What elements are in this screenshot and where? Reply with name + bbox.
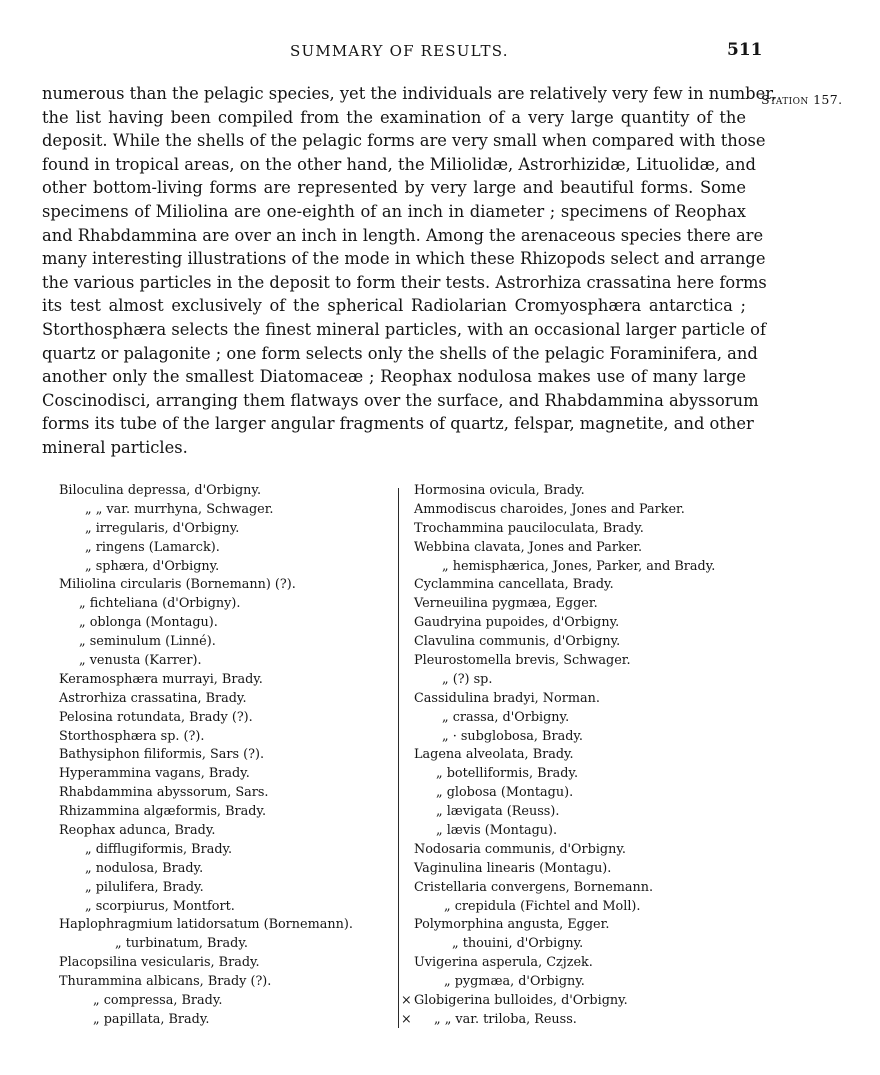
species-entry: „ pilulifera, Brady. [85, 879, 204, 895]
paragraph-line: Storthosphæra selects the finest mineral particles, with an occasional larger particle of [42, 319, 766, 339]
species-entry: „ · subglobosa, Brady. [442, 728, 583, 744]
species-entry: „ crassa, d'Orbigny. [442, 709, 570, 725]
page-header [0, 42, 880, 62]
species-entry: „ seminulum (Linné). [79, 634, 216, 650]
species-entry: „ hemisphærica, Jones, Parker, and Brady. [442, 558, 716, 574]
paragraph-line: Coscinodisci, arranging them flatways over the surface, and Rhabdammina abyssorum [42, 390, 759, 410]
species-entry: Hyperammina vagans, Brady. [59, 766, 250, 782]
species-entry: „ thouini, d'Orbigny. [452, 936, 584, 952]
paragraph-line: the list having been compiled from the examination of a very large quantity of the [42, 107, 746, 127]
paragraph-line: deposit. While the shells of the pelagic forms are very small when compared with those [42, 131, 766, 151]
species-entry: „ papillata, Brady. [93, 1011, 210, 1027]
page-number: 511 [727, 40, 763, 60]
species-entry: Pleurostomella brevis, Schwager. [414, 653, 631, 669]
species-entry: Webbina clavata, Jones and Parker. [414, 539, 643, 555]
species-entry: Verneuilina pygmæa, Egger. [414, 596, 598, 612]
species-entry: Cassidulina bradyi, Norman. [414, 690, 600, 706]
paragraph-line: forms its tube of the larger angular fragments of quartz, felspar, magnetite, and other [42, 414, 754, 434]
species-entry: „ lævis (Montagu). [436, 823, 558, 839]
species-entry: „ pygmæa, d'Orbigny. [444, 974, 585, 990]
species-entry: „ turbinatum, Brady. [115, 936, 248, 952]
species-entry: Reophax adunca, Brady. [59, 823, 216, 839]
species-entry: Gaudryina pupoides, d'Orbigny. [414, 615, 620, 631]
station-margin-note: Station 157. [761, 92, 843, 107]
paragraph-line: numerous than the pelagic species, yet the individuals are relatively very few in number, [42, 84, 777, 103]
summary-paragraph [42, 82, 777, 460]
species-entry: Storthosphæra sp. (?). [59, 728, 205, 744]
species-entry: „ sphæra, d'Orbigny. [85, 558, 220, 574]
species-entry: Keramosphæra murrayi, Brady. [59, 671, 263, 687]
species-entry: Ammodiscus charoides, Jones and Parker. [414, 501, 685, 517]
paragraph-line: quartz or palagonite ; one form selects only the shells of the pelagic Foraminifera, and [42, 343, 758, 363]
species-entry: Hormosina ovicula, Brady. [414, 483, 585, 498]
species-entry: Biloculina depressa, d'Orbigny. [59, 483, 262, 498]
species-entry: Miliolina circularis (Bornemann) (?). [59, 577, 296, 593]
paragraph-line: and Rhabdammina are over an inch in length. Among the arenaceous species there are [42, 225, 764, 245]
column-divider [398, 488, 399, 1028]
species-entry: Trochammina pauciloculata, Brady. [414, 520, 644, 536]
species-entry: „ venusta (Karrer). [79, 653, 202, 669]
species-entry: „ ringens (Lamarck). [85, 539, 220, 555]
species-entry: Astrorhiza crassatina, Brady. [59, 690, 247, 706]
species-entry: „ irregularis, d'Orbigny. [85, 520, 240, 536]
species-entry: Bathysiphon filiformis, Sars (?). [59, 747, 265, 763]
species-entry: „ crepidula (Fichtel and Moll). [444, 898, 641, 914]
paragraph-line: another only the smallest Diatomaceæ ; Reophax nodulosa makes use of many large [42, 367, 746, 387]
paragraph-line: mineral particles. [42, 437, 188, 457]
species-entry: „ oblonga (Montagu). [79, 615, 218, 631]
paragraph-line: other bottom-living forms are represented by very large and beautiful forms. Some [42, 178, 746, 198]
paragraph-line: found in tropical areas, on the other hand, the Miliolidæ, Astrorhizidæ, Lituolidæ, and [42, 154, 756, 174]
species-entry: Nodosaria communis, d'Orbigny. [414, 841, 626, 857]
species-entry: „ nodulosa, Brady. [85, 860, 204, 876]
species-entry: Rhabdammina abyssorum, Sars. [59, 785, 269, 801]
species-entry-text: „ „ var. triloba, Reuss. [434, 1011, 577, 1027]
species-entry: Vaginulina linearis (Montagu). [414, 860, 612, 876]
species-entry: Cristellaria convergens, Bornemann. [414, 879, 654, 895]
species-entry: „ compressa, Brady. [93, 993, 223, 1009]
paragraph-line: specimens of Miliolina are one-eighth of an inch in diameter ; specimens of Reophax [42, 201, 746, 221]
species-entry: „ „ var. murrhyna, Schwager. [85, 501, 274, 517]
species-entry: „ globosa (Montagu). [436, 785, 574, 801]
species-entry-pelagic [401, 1011, 715, 1030]
species-entry: „ lævigata (Reuss). [436, 804, 560, 820]
paragraph-line: many interesting illustrations of the mode in which these Rhizopods select and arrange [42, 249, 766, 269]
species-entry: Haplophragmium latidorsatum (Bornemann). [59, 917, 353, 933]
species-entry: Polymorphina angusta, Egger. [414, 917, 610, 933]
species-entry-pelagic [401, 992, 715, 1011]
species-entry: „ difflugiformis, Brady. [85, 841, 233, 857]
species-entry: Rhizammina algæformis, Brady. [59, 804, 267, 820]
species-entry: Cyclammina cancellata, Brady. [414, 577, 614, 593]
pelagic-cross-mark: × [401, 1011, 412, 1027]
species-entry: Clavulina communis, d'Orbigny. [414, 634, 621, 650]
species-entry: Lagena alveolata, Brady. [414, 747, 574, 763]
species-entry: „ scorpiurus, Montfort. [85, 898, 235, 914]
species-list-left [59, 482, 353, 1030]
species-entry: Pelosina rotundata, Brady (?). [59, 709, 253, 725]
species-entry: Uvigerina asperula, Czjzek. [414, 955, 593, 971]
species-entry-text: Globigerina bulloides, d'Orbigny. [414, 993, 628, 1009]
species-entry: „ (?) sp. [442, 671, 493, 687]
paragraph-line: its test almost exclusively of the spherical Radiolarian Cromyosphæra antarctica ; [42, 296, 746, 316]
paragraph-line: the various particles in the deposit to form their tests. Astrorhiza crassatina here forms [42, 272, 767, 292]
species-entry: Placopsilina vesicularis, Brady. [59, 955, 260, 971]
species-entry: „ botelliformis, Brady. [436, 766, 579, 782]
running-head: SUMMARY OF RESULTS. [290, 42, 509, 60]
species-list-right [401, 482, 716, 1030]
pelagic-cross-mark: × [401, 993, 412, 1009]
species-entry: Thurammina albicans, Brady (?). [59, 974, 272, 990]
species-entry: „ fichteliana (d'Orbigny). [79, 596, 241, 612]
